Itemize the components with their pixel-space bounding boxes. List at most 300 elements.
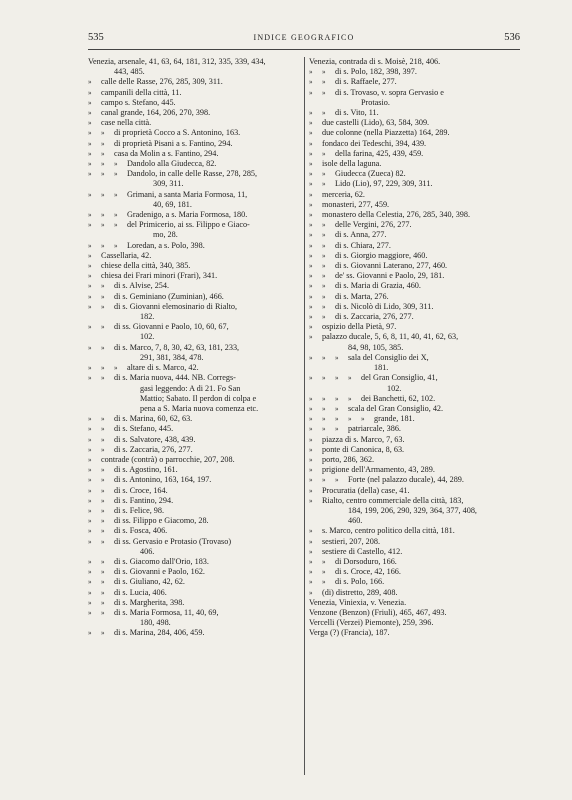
index-entry bbox=[88, 302, 300, 312]
ditto-mark: » bbox=[101, 608, 105, 617]
index-entry bbox=[309, 343, 521, 353]
index-entry bbox=[88, 394, 300, 404]
index-entry bbox=[309, 353, 521, 363]
index-entry bbox=[88, 506, 300, 516]
ditto-mark: » bbox=[309, 455, 313, 464]
index-entry bbox=[309, 445, 521, 455]
index-entry-text: di s. Lucia, 406. bbox=[114, 587, 167, 597]
ditto-mark: » bbox=[309, 139, 313, 148]
index-entry bbox=[309, 394, 521, 404]
ditto-mark: » bbox=[322, 78, 326, 87]
ditto-mark: » bbox=[322, 292, 326, 301]
index-entry bbox=[88, 190, 300, 200]
ditto-mark: » bbox=[322, 557, 326, 566]
index-entry bbox=[309, 455, 521, 465]
index-entry-text: di s. Agostino, 161. bbox=[114, 465, 178, 475]
ditto-mark: » bbox=[88, 486, 92, 495]
index-entry-text: Gradenigo, a s. Maria Formosa, 180. bbox=[127, 210, 248, 220]
ditto-mark: » bbox=[322, 272, 326, 281]
index-entry-text: campo s. Stefano, 445. bbox=[101, 97, 176, 107]
ditto-mark: » bbox=[88, 251, 92, 260]
index-entry bbox=[88, 200, 300, 210]
ditto-mark: » bbox=[101, 129, 105, 138]
index-entry bbox=[88, 169, 300, 179]
index-entry bbox=[309, 424, 521, 434]
index-entry bbox=[309, 169, 521, 179]
ditto-mark: » bbox=[335, 394, 339, 403]
index-entry bbox=[88, 220, 300, 230]
index-entry bbox=[309, 322, 521, 332]
ditto-mark: » bbox=[309, 313, 313, 322]
ditto-mark: » bbox=[88, 598, 92, 607]
ditto-mark: » bbox=[88, 364, 92, 373]
index-entry-text: due castelli (Lido), 63, 584, 309. bbox=[322, 118, 430, 128]
index-entry bbox=[309, 414, 521, 424]
ditto-mark: » bbox=[335, 415, 339, 424]
index-entry-text: 309, 311. bbox=[153, 179, 184, 189]
index-entry-text: scala del Gran Consiglio, 42. bbox=[348, 403, 444, 413]
index-entry bbox=[88, 526, 300, 536]
ditto-mark: » bbox=[309, 292, 313, 301]
ditto-mark bbox=[348, 384, 361, 394]
ditto-mark: » bbox=[309, 476, 313, 485]
ditto-mark: » bbox=[101, 211, 105, 220]
ditto-mark: » bbox=[101, 598, 105, 607]
ditto-mark bbox=[101, 200, 114, 210]
index-entry-text: altare di s. Marco, 42. bbox=[127, 363, 199, 373]
index-entry-text: Rialto, centro commerciale della città, 183, bbox=[322, 495, 464, 505]
ditto-mark bbox=[114, 230, 127, 240]
index-entry-text: casa da Molin a s. Fantino, 294. bbox=[114, 148, 219, 158]
ditto-mark: » bbox=[309, 190, 313, 199]
index-entry bbox=[309, 251, 521, 261]
index-entry-text: chiese della città, 340, 385. bbox=[101, 261, 191, 271]
ditto-mark bbox=[88, 353, 101, 363]
index-entry-text: 182. bbox=[140, 312, 155, 322]
ditto-mark: » bbox=[309, 78, 313, 87]
ditto-mark: » bbox=[309, 88, 313, 97]
ditto-mark: » bbox=[361, 415, 365, 424]
index-entry bbox=[309, 281, 521, 291]
index-entry bbox=[309, 312, 521, 322]
index-entry-text: di s. Nicolò di Lido, 309, 311. bbox=[335, 301, 434, 311]
index-entry-text: di s. Felice, 98. bbox=[114, 505, 165, 515]
index-entry bbox=[88, 547, 300, 557]
ditto-mark: » bbox=[101, 578, 105, 587]
ditto-mark: » bbox=[309, 241, 313, 250]
ditto-mark bbox=[309, 384, 322, 394]
ditto-mark bbox=[322, 98, 335, 108]
index-entry bbox=[88, 475, 300, 485]
index-entry-text: di s. Croce, 164. bbox=[114, 485, 168, 495]
index-entry bbox=[88, 179, 300, 189]
ditto-mark: » bbox=[101, 629, 105, 638]
index-entry-text: di s. Polo, 182, 398, 397. bbox=[335, 67, 417, 77]
index-entry bbox=[309, 271, 521, 281]
ditto-mark: » bbox=[101, 149, 105, 158]
index-entry bbox=[88, 241, 300, 251]
index-entry bbox=[88, 149, 300, 159]
index-entry-text: Procuratia (della) case, 41. bbox=[322, 485, 410, 495]
index-entry bbox=[88, 230, 300, 240]
index-entry-text: ponte di Canonica, 8, 63. bbox=[322, 444, 405, 454]
index-entry-text: piazza di s. Marco, 7, 63. bbox=[322, 434, 405, 444]
right-page-number: 536 bbox=[504, 32, 520, 43]
index-entry-text: Dandolo, in calle delle Rasse, 278, 285, bbox=[127, 169, 258, 179]
ditto-mark: » bbox=[88, 292, 92, 301]
ditto-mark: » bbox=[309, 578, 313, 587]
index-entry-text: di s. Giovanni Laterano, 277, 460. bbox=[335, 261, 448, 271]
index-entry-text: Cassellaria, 42. bbox=[101, 250, 152, 260]
ditto-mark: » bbox=[335, 425, 339, 434]
index-entry bbox=[88, 261, 300, 271]
ditto-mark: » bbox=[309, 394, 313, 403]
index-entry-text: di s. Giorgio maggiore, 460. bbox=[335, 250, 428, 260]
index-entry-text: palazzo ducale, 5, 6, 8, 11, 40, 41, 62, 63, bbox=[322, 332, 459, 342]
index-entry bbox=[309, 118, 521, 128]
ditto-mark: » bbox=[322, 149, 326, 158]
index-entry-text: di s. Giovanni elemosinario di Rialto, bbox=[114, 301, 238, 311]
index-entry-text: gasi leggendo: A di 21. Fo San bbox=[140, 383, 241, 393]
index-entry bbox=[88, 557, 300, 567]
index-entry bbox=[309, 210, 521, 220]
ditto-mark: » bbox=[322, 109, 326, 118]
ditto-mark bbox=[309, 363, 322, 373]
ditto-mark: » bbox=[309, 466, 313, 475]
index-entry bbox=[88, 404, 300, 414]
index-entry bbox=[88, 67, 300, 77]
index-entry bbox=[309, 220, 521, 230]
index-entry bbox=[309, 618, 521, 628]
ditto-mark bbox=[101, 384, 114, 394]
ditto-mark: » bbox=[101, 302, 105, 311]
ditto-mark bbox=[88, 404, 101, 414]
ditto-mark: » bbox=[335, 404, 339, 413]
ditto-mark: » bbox=[101, 282, 105, 291]
index-entry bbox=[88, 445, 300, 455]
ditto-mark: » bbox=[88, 109, 92, 118]
index-entry bbox=[88, 486, 300, 496]
index-entry bbox=[309, 435, 521, 445]
index-entry-text: di s. Zaccaria, 276, 277. bbox=[335, 312, 414, 322]
index-entry bbox=[309, 363, 521, 373]
index-entry bbox=[309, 384, 521, 394]
ditto-mark bbox=[114, 200, 127, 210]
index-entry-text: di s. Giuliano, 42, 62. bbox=[114, 577, 185, 587]
ditto-mark: » bbox=[309, 170, 313, 179]
ditto-mark: » bbox=[88, 476, 92, 485]
index-entry-text: Grimani, a santa Maria Formosa, 11, bbox=[127, 189, 248, 199]
index-entry bbox=[309, 261, 521, 271]
ditto-mark: » bbox=[88, 537, 92, 546]
ditto-mark: » bbox=[322, 170, 326, 179]
index-entry bbox=[309, 475, 521, 485]
index-entry-text: di s. Margherita, 398. bbox=[114, 597, 185, 607]
ditto-mark: » bbox=[309, 547, 313, 556]
ditto-mark: » bbox=[101, 588, 105, 597]
ditto-mark: » bbox=[88, 88, 92, 97]
ditto-mark: » bbox=[88, 455, 92, 464]
ditto-mark bbox=[101, 179, 114, 189]
index-entry-text: di proprietà Cocco a S. Antonino, 163. bbox=[114, 128, 241, 138]
index-entry bbox=[309, 230, 521, 240]
index-entry-text: di ss. Gervasio e Protasio (Trovaso) bbox=[114, 536, 232, 546]
ditto-mark: » bbox=[322, 476, 326, 485]
index-entry-text: contrade (contrà) o parrocchie, 207, 208. bbox=[101, 454, 235, 464]
ditto-mark: » bbox=[88, 343, 92, 352]
index-entry-text: di s. Croce, 42, 166. bbox=[335, 567, 401, 577]
ditto-mark: » bbox=[309, 404, 313, 413]
ditto-mark bbox=[88, 394, 101, 404]
index-entry-text: Mattio; Sabato. Il perdon di colpa e bbox=[140, 393, 257, 403]
ditto-mark: » bbox=[101, 435, 105, 444]
index-entry-text: sestieri, 207, 208. bbox=[322, 536, 380, 546]
ditto-mark bbox=[88, 200, 101, 210]
ditto-mark: » bbox=[322, 282, 326, 291]
index-entry-text: di s. Marina, 284, 406, 459. bbox=[114, 628, 205, 638]
index-entry bbox=[88, 57, 300, 67]
index-entry bbox=[309, 526, 521, 536]
index-entry bbox=[309, 302, 521, 312]
ditto-mark: » bbox=[88, 160, 92, 169]
header-rule bbox=[88, 49, 520, 50]
index-entry bbox=[88, 373, 300, 383]
index-entry-text: di Dorsoduro, 166. bbox=[335, 556, 397, 566]
ditto-mark: » bbox=[309, 262, 313, 271]
ditto-mark: » bbox=[322, 578, 326, 587]
index-entry bbox=[309, 292, 521, 302]
ditto-mark bbox=[88, 384, 101, 394]
ditto-mark: » bbox=[309, 272, 313, 281]
ditto-mark: » bbox=[88, 374, 92, 383]
ditto-mark: » bbox=[88, 221, 92, 230]
ditto-mark bbox=[88, 230, 101, 240]
ditto-mark: » bbox=[114, 190, 118, 199]
index-entry bbox=[88, 363, 300, 373]
ditto-mark: » bbox=[101, 486, 105, 495]
ditto-mark: » bbox=[88, 129, 92, 138]
index-entry-text: di s. Geminiano (Zuminian), 466. bbox=[114, 291, 224, 301]
ditto-mark: » bbox=[88, 190, 92, 199]
ditto-mark: » bbox=[114, 241, 118, 250]
ditto-mark: » bbox=[101, 139, 105, 148]
ditto-mark: » bbox=[322, 353, 326, 362]
index-entry-text: di s. Fosca, 406. bbox=[114, 526, 168, 536]
ditto-mark: » bbox=[322, 221, 326, 230]
index-entry bbox=[309, 404, 521, 414]
index-entry bbox=[309, 598, 521, 608]
ditto-mark: » bbox=[101, 445, 105, 454]
index-entry bbox=[88, 567, 300, 577]
index-entry-text: di s. Marta, 276. bbox=[335, 291, 389, 301]
ditto-mark: » bbox=[322, 374, 326, 383]
index-entry-text: case nella città. bbox=[101, 118, 152, 128]
index-entry bbox=[309, 628, 521, 638]
index-entry-text: di s. Polo, 166. bbox=[335, 577, 385, 587]
index-entry bbox=[88, 588, 300, 598]
index-entry-text: Venzone (Benzon) (Friuli), 465, 467, 493. bbox=[309, 607, 447, 617]
index-entry-text: di s. Antonino, 163, 164, 197. bbox=[114, 475, 212, 485]
ditto-mark bbox=[335, 363, 348, 373]
ditto-mark: » bbox=[88, 78, 92, 87]
index-entry bbox=[88, 251, 300, 261]
index-entry bbox=[88, 210, 300, 220]
ditto-mark bbox=[309, 506, 322, 516]
ditto-mark: » bbox=[114, 160, 118, 169]
ditto-mark bbox=[88, 547, 101, 557]
ditto-mark: » bbox=[101, 323, 105, 332]
ditto-mark bbox=[322, 363, 335, 373]
index-entry bbox=[88, 608, 300, 618]
index-entry bbox=[88, 618, 300, 628]
ditto-mark: » bbox=[309, 221, 313, 230]
ditto-mark: » bbox=[309, 180, 313, 189]
index-entry bbox=[88, 598, 300, 608]
ditto-mark: » bbox=[309, 353, 313, 362]
ditto-mark bbox=[88, 618, 101, 628]
ditto-mark: » bbox=[322, 231, 326, 240]
index-entry bbox=[88, 424, 300, 434]
index-entry-text: 102. bbox=[387, 383, 402, 393]
index-entry bbox=[309, 128, 521, 138]
index-entry bbox=[88, 128, 300, 138]
index-entry-text: Giudecca (Zueca) 82. bbox=[335, 169, 406, 179]
index-entry-text: Vercelli (Verzei) Piemonte), 259, 396. bbox=[309, 618, 434, 628]
ditto-mark: » bbox=[322, 313, 326, 322]
ditto-mark: » bbox=[309, 374, 313, 383]
index-entry bbox=[309, 465, 521, 475]
ditto-mark: » bbox=[309, 109, 313, 118]
index-entry bbox=[309, 373, 521, 383]
index-entry bbox=[88, 577, 300, 587]
index-entry-text: di s. Raffaele, 277. bbox=[335, 77, 397, 87]
index-entry-text: Lido (Lio), 97, 229, 309, 311. bbox=[335, 179, 433, 189]
index-entry bbox=[88, 628, 300, 638]
ditto-mark: » bbox=[114, 170, 118, 179]
ditto-mark: » bbox=[101, 241, 105, 250]
index-entry bbox=[309, 506, 521, 516]
index-entry-text: di s. Marina, 60, 62, 63. bbox=[114, 414, 193, 424]
ditto-mark: » bbox=[88, 302, 92, 311]
ditto-mark: » bbox=[88, 139, 92, 148]
index-entry bbox=[88, 353, 300, 363]
ditto-mark: » bbox=[101, 343, 105, 352]
index-entry bbox=[88, 322, 300, 332]
index-entry-text: sestiere di Castello, 412. bbox=[322, 546, 403, 556]
ditto-mark: » bbox=[322, 415, 326, 424]
index-entry-text: pena a S. Maria nuova comenza etc. bbox=[140, 403, 259, 413]
ditto-mark: » bbox=[309, 231, 313, 240]
ditto-mark: » bbox=[322, 302, 326, 311]
ditto-mark: » bbox=[309, 282, 313, 291]
ditto-mark: » bbox=[101, 557, 105, 566]
ditto-mark: » bbox=[309, 160, 313, 169]
index-entry bbox=[309, 179, 521, 189]
index-entry-text: di s. Maria di Grazia, 460. bbox=[335, 281, 421, 291]
index-entry-text: 184, 199, 206, 290, 329, 364, 377, 408, bbox=[348, 505, 477, 515]
index-entry bbox=[88, 139, 300, 149]
index-entry-text: monastero della Celestia, 276, 285, 340, 398. bbox=[322, 210, 471, 220]
index-entry bbox=[309, 57, 521, 67]
index-entry-text: 460. bbox=[348, 516, 363, 526]
ditto-mark: » bbox=[309, 588, 313, 597]
index-entry bbox=[309, 496, 521, 506]
ditto-mark: » bbox=[309, 302, 313, 311]
ditto-mark: » bbox=[88, 415, 92, 424]
ditto-mark bbox=[322, 384, 335, 394]
index-entry bbox=[88, 455, 300, 465]
ditto-mark: » bbox=[114, 211, 118, 220]
ditto-mark: » bbox=[335, 353, 339, 362]
ditto-mark: » bbox=[309, 119, 313, 128]
index-entry-text: di s. Fantino, 294. bbox=[114, 495, 174, 505]
ditto-mark: » bbox=[309, 537, 313, 546]
ditto-mark: » bbox=[309, 415, 313, 424]
ditto-mark: » bbox=[101, 466, 105, 475]
ditto-mark: » bbox=[309, 68, 313, 77]
index-entry bbox=[309, 537, 521, 547]
index-entry-text: campanili della città, 11. bbox=[101, 87, 182, 97]
index-entry-text: monasteri, 277, 459. bbox=[322, 199, 390, 209]
ditto-mark bbox=[309, 516, 322, 526]
index-entry-text: calle delle Rasse, 276, 285, 309, 311. bbox=[101, 77, 223, 87]
index-entry-text: fondaco dei Tedeschi, 394, 439. bbox=[322, 138, 427, 148]
index-entry bbox=[309, 98, 521, 108]
ditto-mark: » bbox=[309, 486, 313, 495]
ditto-mark bbox=[309, 98, 322, 108]
index-entry-text: de' ss. Giovanni e Paolo, 29, 181. bbox=[335, 271, 445, 281]
ditto-mark: » bbox=[309, 496, 313, 505]
index-entry-text: Venezia, Viniexia, v. Venezia. bbox=[309, 597, 407, 607]
index-entry-text: prigione dell'Armamento, 43, 289. bbox=[322, 465, 435, 475]
index-entry-text: s. Marco, centro politico della città, 181. bbox=[322, 526, 455, 536]
ditto-mark: » bbox=[88, 557, 92, 566]
ditto-mark bbox=[88, 332, 101, 342]
ditto-mark: » bbox=[114, 364, 118, 373]
index-entry bbox=[88, 77, 300, 87]
ditto-mark: » bbox=[309, 527, 313, 536]
ditto-mark bbox=[101, 230, 114, 240]
index-entry-text: di ss. Giovanni e Paolo, 10, 60, 67, bbox=[114, 322, 229, 332]
ditto-mark: » bbox=[101, 364, 105, 373]
ditto-mark bbox=[101, 332, 114, 342]
ditto-mark: » bbox=[88, 527, 92, 536]
index-entry bbox=[88, 118, 300, 128]
index-entry-text: merceria, 62. bbox=[322, 189, 365, 199]
ditto-mark: » bbox=[101, 160, 105, 169]
ditto-mark: » bbox=[348, 415, 352, 424]
index-entry-text: 180, 498. bbox=[140, 618, 171, 628]
index-entry-text: sala del Consiglio dei X, bbox=[348, 352, 429, 362]
ditto-mark bbox=[88, 312, 101, 322]
ditto-mark: » bbox=[309, 568, 313, 577]
index-entry-text: Verga (?) (Francia), 187. bbox=[309, 628, 390, 638]
ditto-mark: » bbox=[88, 445, 92, 454]
ditto-mark: » bbox=[101, 170, 105, 179]
index-entry bbox=[88, 159, 300, 169]
ditto-mark: » bbox=[88, 588, 92, 597]
ditto-mark: » bbox=[101, 292, 105, 301]
index-entry-text: del Gran Consiglio, 41, bbox=[361, 373, 438, 383]
index-entry bbox=[309, 159, 521, 169]
ditto-mark: » bbox=[309, 251, 313, 260]
ditto-mark: » bbox=[88, 282, 92, 291]
index-entry bbox=[88, 516, 300, 526]
ditto-mark bbox=[88, 179, 101, 189]
index-entry-text: del Primicerio, ai ss. Filippo e Giaco- bbox=[127, 220, 250, 230]
ditto-mark: » bbox=[114, 221, 118, 230]
index-entry-text: di s. Alvise, 254. bbox=[114, 281, 170, 291]
